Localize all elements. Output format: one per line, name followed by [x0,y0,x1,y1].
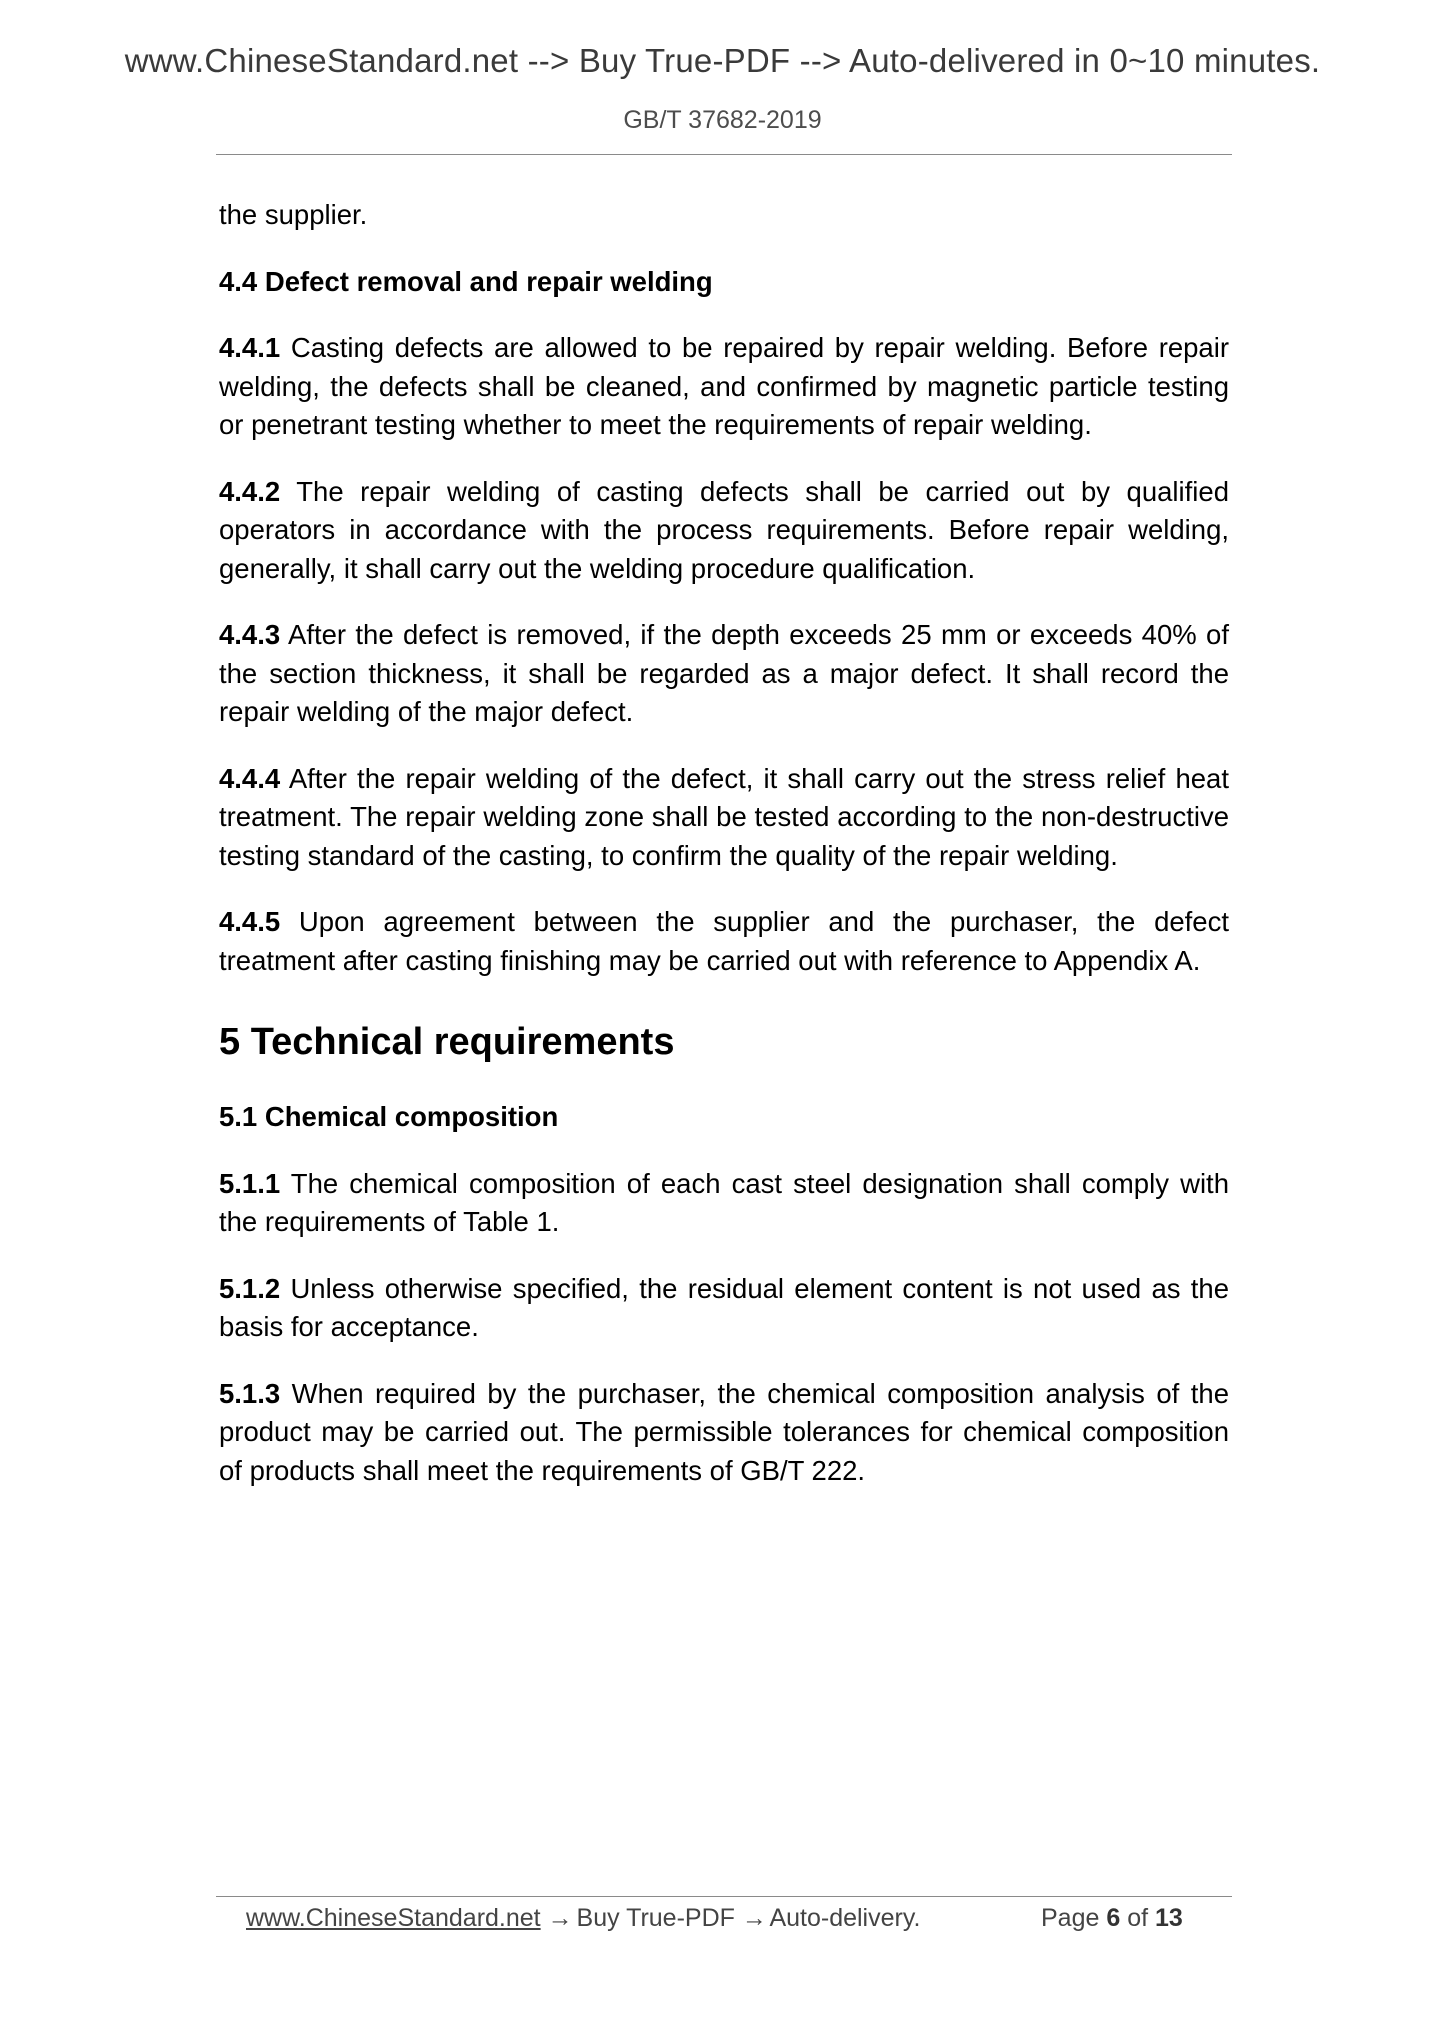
clause-4-4-1 [219,329,1229,445]
page-number [1041,1898,1183,1938]
page-of: of [1127,1904,1149,1932]
clause-number: 5.1.3 [219,1377,281,1409]
page-total: 13 [1155,1904,1183,1932]
footer-buy-text: Buy True-PDF [576,1904,735,1932]
page-content [219,196,1229,1490]
footer-divider [216,1896,1232,1897]
page-label: Page [1041,1904,1100,1932]
page-footer [246,1898,1226,1938]
footer-site-link[interactable]: www.ChineseStandard.net [246,1904,541,1932]
section-5-heading: 5 Technical requirements [219,1021,675,1063]
clause-number: 4.4.1 [219,332,281,363]
clause-text: Upon agreement between the supplier and the purchaser, the defect treatment after casting finishing may be carried out with reference to Appendix A. [219,906,1229,976]
section-4-4-heading: 4.4 Defect removal and repair welding [219,265,713,297]
clause-number: 4.4.4 [219,762,281,794]
clause-number: 4.4.2 [219,475,281,507]
document-id: GB/T 37682-2019 [623,106,822,134]
arrow-right-icon: → [741,1904,767,1932]
clause-text: The repair welding of casting defects shall be carried out by qualified operators in accordance with the process requirements. Before repair welding, generally, it shall carry out the welding procedure qualification. [219,475,1229,584]
clause-number: 4.4.5 [219,906,281,937]
clause-4-4-4 [219,760,1229,876]
clause-text: The chemical composition of each cast steel designation shall comply with the requirements of Table 1. [219,1167,1229,1237]
arrow-right-icon: → [547,1904,573,1932]
section-5-1-heading: 5.1 Chemical composition [219,1101,559,1132]
clause-4-4-2 [219,473,1229,589]
clause-4-4-5 [219,903,1229,980]
page-current: 6 [1106,1904,1121,1932]
header-divider [216,154,1232,155]
clause-5-1-2 [219,1270,1229,1347]
clause-text: Unless otherwise specified, the residual element content is not used as the basis for acceptance. [219,1272,1229,1342]
continuation-text: the supplier. [219,199,368,230]
footer-delivery-text: Auto-delivery. [769,1904,921,1932]
clause-number: 4.4.3 [219,619,281,650]
clause-text: After the repair welding of the defect, it shall carry out the stress relief heat treatment. The repair welding zone shall be tested according to the non-destructive testing standard of the casting, to confirm the quality of the repair welding. [219,762,1229,871]
clause-text: After the defect is removed, if the depth exceeds 25 mm or exceeds 40% of the section thickness, it shall be regarded as a major defect. It shall record the repair welding of the major defect. [219,619,1229,727]
clause-4-4-3 [219,616,1229,732]
top-banner: www.ChineseStandard.net --> Buy True-PDF --> Auto-delivered in 0~10 minutes. [124,42,1321,79]
clause-text: When required by the purchaser, the chemical composition analysis of the product may be carried out. The permissible tolerances for chemical composition of products shall meet the requirements of GB/T 222. [219,1377,1229,1486]
clause-number: 5.1.2 [219,1272,281,1304]
clause-text: Casting defects are allowed to be repaired by repair welding. Before repair welding, the defects shall be cleaned, and confirmed by magnetic particle testing or penetrant testing whether to meet the requirements of repair welding. [219,332,1229,440]
footer-promo [246,1898,920,1938]
clause-number: 5.1.1 [219,1167,281,1199]
clause-5-1-1 [219,1165,1229,1242]
clause-5-1-3 [219,1375,1229,1491]
